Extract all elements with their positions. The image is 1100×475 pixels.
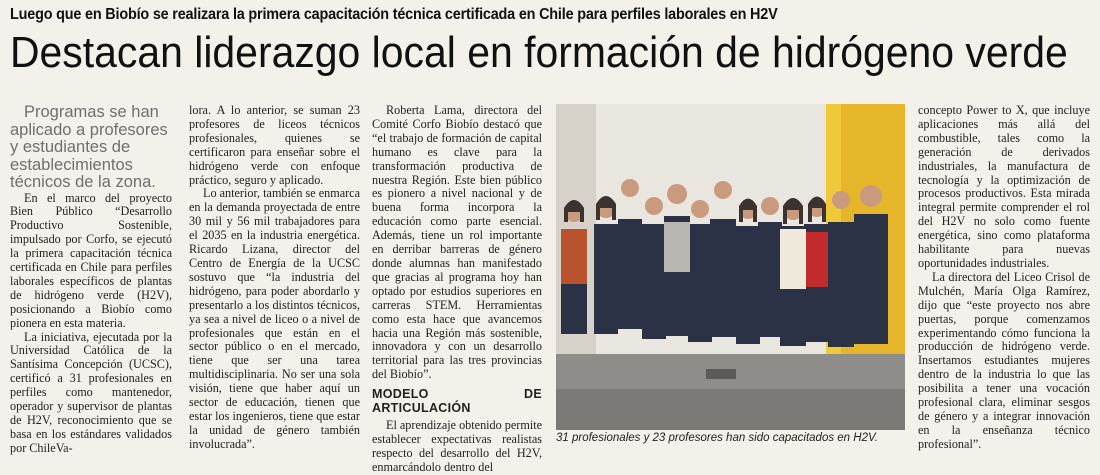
- section-subhead: MODELO DE ARTICULACIÓN: [372, 387, 542, 416]
- article-column-3: [372, 104, 542, 475]
- photo-caption: 31 profesionales y 23 profesores han sido capacitados en H2V.: [556, 432, 878, 444]
- article-column-4: [918, 104, 1090, 452]
- group-photo: [556, 104, 905, 430]
- article-column-1: [10, 104, 172, 456]
- col4-paragraph-1: concepto Power to X, que incluye aplicaciones más allá del combustible, tales como la generación de derivados industriales, la manufactura de tecnología y la optimización de procesos productivos. Esta mirada integral permite comprender el rol del H2V no solo como fuente energética, sino como plataforma habilitante para nuevas oportunidades industriales.: [918, 103, 1090, 270]
- col3-paragraph-1: Roberta Lama, directora del Comité Corfo Biobío destacó que “el trabajo de formación de capital humano es clave para la transformación productiva de nuestra Región. Este bien público es pionero a nivel nacional y de buena forma incorpora la educación como parte esencial. Además, tiene un rol importante en derribar barreras de género donde alumnas han manifestado que gracias al programa hoy han optado por estudios superiores en carreras STEM. Herramientas como esta hace que avancemos hacia una Región más sostenible, innovadora y con un desarrollo territorial para las tres provincias del Biobío”.: [372, 103, 542, 382]
- article-column-2: [189, 104, 360, 452]
- col1-paragraph-2: La iniciativa, ejecutada por la Universidad Católica de la Santísima Concepción (UCSC), certificó a 31 profesionales en perfiles como mantenedor, operador y supervisor de plantas de H2V, reconocimiento que se basa en los estándares validados por ChileVa-: [10, 329, 172, 455]
- col2-paragraph-1: lora. A lo anterior, se suman 23 profesores de liceos técnicos profesionales, quienes se certificaron para enseñar sobre el hidrógeno verde con enfoque práctico, seguro y aplicado.: [189, 103, 360, 187]
- article-summary: Programas se han aplicado a profesores y estudiantes de establecimientos técnicos de la zona.: [10, 103, 168, 191]
- col3-paragraph-2: El aprendizaje obtenido permite establecer expectativas realistas respecto del desarrollo del H2V, enmarcándolo dentro del: [372, 417, 543, 474]
- col4-paragraph-2: La directora del Liceo Crisol de Mulchén, María Olga Ramírez, dijo que “este proyecto nos abre puertas, porque comenzamos experimentando cómo funciona la producción de hidrógeno verde. Insertamos estudiantes mujeres dentro de la industria lo que las posibilita a tener una vocación profesional clara, eliminar sesgos de género y a integrar innovación en la enseñanza técnico profesional”.: [918, 269, 1090, 451]
- col1-paragraph-1: En el marco del proyecto Bien Público “Desarrollo Productivo Sostenible, impulsado por Corfo, se ejecutó la primera capacitación técnica certificada en Chile para perfiles laborales específicos de plantas de hidrógeno verde (H2V), posicionando a Biobío como pionera en esta materia.: [10, 190, 172, 330]
- article-headline: Destacan liderazgo local en formación de hidrógeno verde: [10, 28, 1068, 77]
- col2-paragraph-2: Lo anterior, también se enmarca en la demanda proyectada de entre 30 mil y 56 mil trabajadores para el 2035 en la industria energética. Ricardo Lizana, director del Centro de Energía de la UCSC sostuvo que “la industria del hidrógeno, para poder abordarlo y presentarlo a los distintos técnicos, ya sea a nivel de liceo o a nivel de profesionales que están en el sector público o en el mercado, tiene que ser una tarea multidisciplinaria. No ser una sola visión, tiene que haber aquí un sector de educación, tienen que estar los ingenieros, tiene que estar la unidad de género también involucrada”.: [189, 186, 360, 451]
- group-photo-illustration: [556, 104, 905, 430]
- article-kicker: Luego que en Biobío se realizara la primera capacitación técnica certificada en Chile para perfiles laborales en H2V: [10, 6, 778, 23]
